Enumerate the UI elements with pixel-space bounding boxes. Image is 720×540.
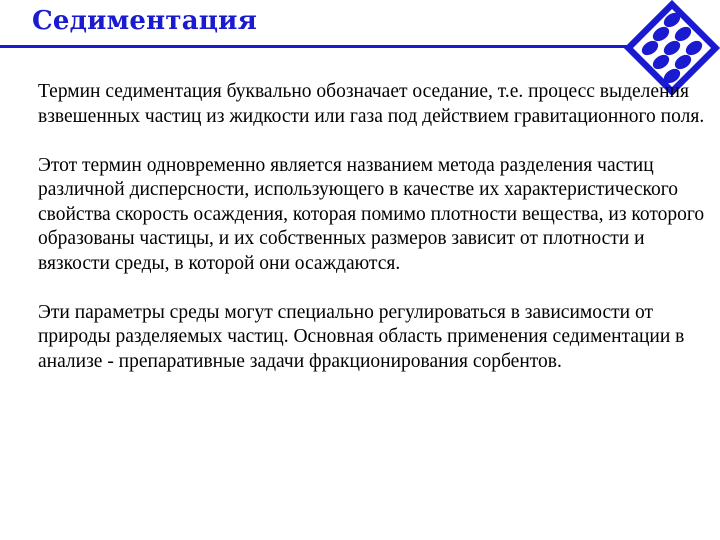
- paragraph-parameters: Эти параметры среды могут специально регулироваться в зависимости от природы разделяемых частиц. Основная область применения седиментации в анализе - препаративные задачи фракционирования сорбентов.: [38, 301, 685, 372]
- title-divider: [0, 45, 636, 48]
- paragraph-definition: Термин седиментация буквально обозначает оседание, т.е. процесс выделения взвешенных частиц из жидкости или газа под действием гравитационного поля.: [38, 81, 705, 127]
- paragraph-method: Этот термин одновременно является названием метода разделения частиц различной дисперсности, использующего в качестве их характеристического свойства скорость осаждения, которая помимо плотности вещества, из которого образованы частицы, и их собственных размеров зависит от плотности и вязкости среды, в которой они осаждаются.: [38, 154, 705, 274]
- page-title: Седиментация: [32, 6, 258, 36]
- slide-body: [38, 80, 714, 374]
